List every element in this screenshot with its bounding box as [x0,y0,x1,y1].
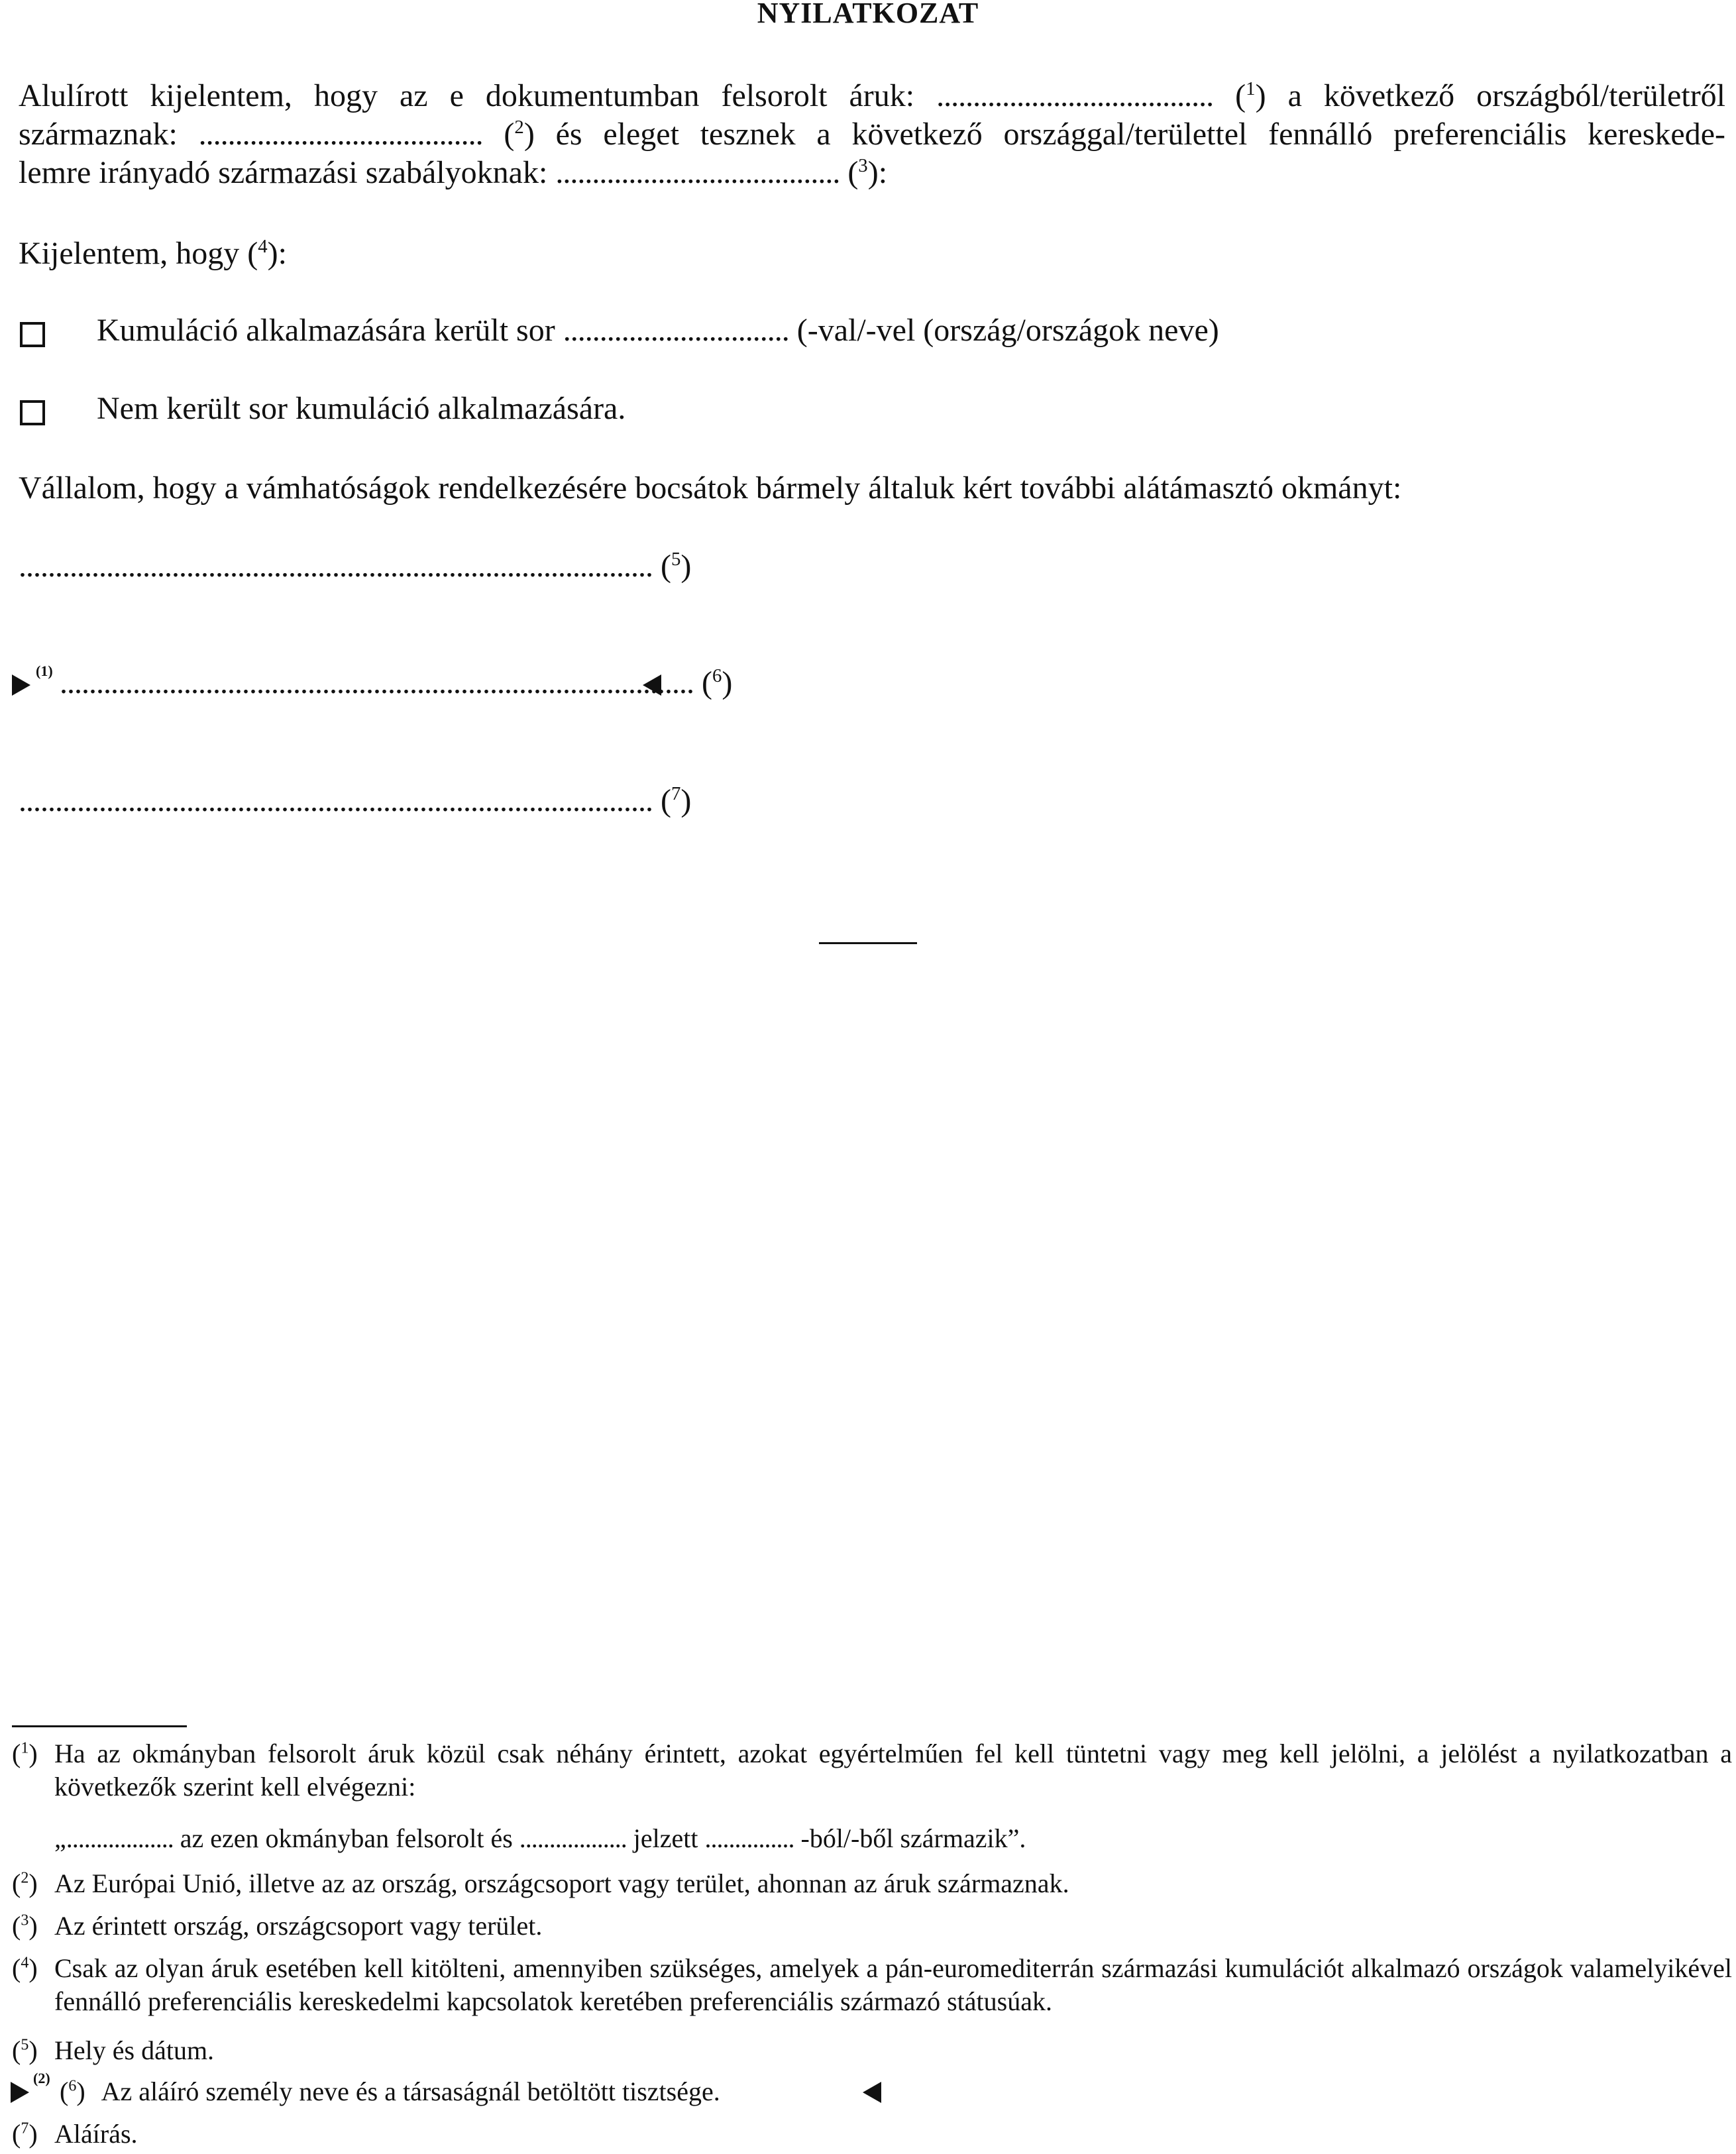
footnote-number: 5 [21,2036,29,2054]
footnote-number: 4 [21,1954,29,1972]
amendment-start-arrow-icon [11,2082,29,2103]
footnote-1: ($^1$) Ha az okmányban felsorolt áruk közül csak néhány érintett, azokat egyértelműen fel kell tüntetni vagy meg kell jelölni, a jelölést a nyilatkozatban a következők szerint kell elvégezni: [12,1737,1732,1804]
footnote-ref: 5 [671,549,681,570]
kijelentem-end: ): [267,236,287,271]
footnote-text: Hely és dátum. [54,2035,215,2065]
amendment-marker: (1) [36,663,53,679]
footnote-text: Az érintett ország, országcsoport vagy terület. [54,1911,543,1941]
template-text: -ból/-ből származik”. [800,1823,1026,1853]
amendment-end-arrow-icon [863,2082,881,2103]
footnote-3: ($^3$) Az érintett ország, országcsoport vagy terület. [12,1910,1732,1943]
option-cumulation-applied [97,311,1219,349]
option-no-cumulation [97,390,625,427]
kijelentem-line [19,235,287,272]
footnote-text: Csak az olyan áruk esetében kell kitölteni, amennyiben szükséges, amelyek a pán-euromediterrán származási kumulációt alkalmazó országok valamelyikével fennálló preferenciális kereskedelmi kapcsolatok keretében preferenciális származó státusúak. [54,1953,1732,2016]
template-text: az ezen okmányban felsorolt és [180,1823,513,1853]
footnote-ref: 6 [712,665,722,686]
footnote-text: Aláírás. [54,2119,138,2149]
footnote-ref: 3 [858,155,868,176]
footnote-ref: 1 [1246,78,1256,99]
declaration-line-1: Alulírott kijelentem, hogy az e dokumentumban felsorolt áruk: ...................................... ($^1$) a következő országból/területről [19,78,1726,113]
signature-field: ....................................................................................... ($^7$) [19,783,692,818]
footnote-text: Az aláíró személy neve és a társaságnál betöltött tisztsége. [101,2076,720,2106]
amendment-end-arrow-icon [643,674,661,696]
footnote-number: 7 [21,2120,29,2137]
footnote-6: ($^6$) Az aláíró személy neve és a társaságnál betöltött tisztsége. [60,2076,720,2106]
fill-in-dots: ....................................... [198,117,483,152]
fill-in-dots: ....................................... [555,155,840,190]
fill-in-dots: .................. [519,1823,627,1853]
fill-in-dots: .................. [66,1823,174,1853]
template-text: jelzett [633,1823,698,1853]
place-date-field: ....................................................................................... ($^5$) [19,549,692,584]
fill-in-dots: ...................................... [936,78,1214,113]
declaration-line-3: lemre irányadó származási szabályoknak: ....................................... ($^3$): [19,155,888,190]
option-label: Nem került sor kumuláció alkalmazására. [97,391,626,426]
footnote-ref: 7 [671,783,681,804]
footnote-text: Az Európai Unió, illetve az az ország, országcsoport vagy terület, ahonnan az áruk származnak. [54,1868,1069,1898]
kijelentem-text: Kijelentem, hogy ( [19,236,258,271]
declaration-text: származnak: [19,117,178,152]
option-label: Kumuláció alkalmazására került sor [97,313,555,348]
footnote-4: ($^4$) Csak az olyan áruk esetében kell kitölteni, amennyiben szükséges, amelyek a pán-euromediterrán származási kumulációt alkalmazó országok valamelyikével fennálló preferenciális kereskedelmi kapcsolatok keretében preferenciális származó státusúak. [12,1952,1732,2018]
declaration-text: lemre irányadó származási szabályoknak: [19,155,548,190]
cumulation-applied-checkbox[interactable] [20,322,45,347]
footnote-text: Ha az okmányban felsorolt áruk közül csak néhány érintett, azokat egyértelműen fel kell tüntetni vagy meg kell jelölni, a jelölést a nyilatkozatban a következők szerint kell elvégezni: [54,1739,1732,1802]
signatory-name-field: ....................................................................................... ($^6$) [60,665,733,700]
declaration-text: a következő országból/területről [1287,78,1726,113]
footnote-number: 6 [68,2077,77,2095]
footnote-number: 3 [21,1912,29,1929]
declaration-text: Alulírott kijelentem, hogy az e dokumentumban felsorolt áruk: [19,78,915,113]
declaration-line-2: származnak: ....................................... ($^2$) és eleget tesznek a következő országgal/területtel fennálló preferenciális kereskede- [19,117,1725,152]
fill-in-dots: ....................................................................................... [60,665,694,700]
footnote-2: ($^2$) Az Európai Unió, illetve az az ország, országcsoport vagy terület, ahonnan az áruk származnak. [12,1867,1732,1900]
fill-in-dots: ............... [704,1823,794,1853]
fill-in-dots: ....................................................................................... [19,783,653,818]
fill-in-dots: ....................................................................................... [19,549,653,584]
amendment-start-arrow-icon [12,674,30,696]
fill-in-dots: ............................... [563,313,789,348]
declaration-text: és eleget tesznek a következő országgal/területtel fennálló preferenciális kereskede- [555,117,1725,152]
footnote-7: ($^7$) Aláírás. [12,2118,1732,2151]
footnote-ref: 4 [258,236,268,257]
option-suffix: (-val/-vel (ország/országok neve) [796,313,1219,348]
footnote-ref: 2 [514,117,524,138]
declaration-text: ): [867,155,888,190]
footnote-5: ($^5$) Hely és dátum. [12,2034,1732,2067]
quote-mark: „ [54,1823,66,1853]
section-divider [819,942,917,944]
amendment-marker: (2) [33,2070,50,2086]
no-cumulation-checkbox[interactable] [20,400,45,425]
footnote-number: 1 [21,1739,29,1757]
commitment-text: Vállalom, hogy a vámhatóságok rendelkezésére bocsátok bármely általuk kért további alátámasztó okmányt: [19,470,1402,506]
footnote-separator [12,1725,187,1727]
footnote-1-template [54,1822,1026,1855]
document-title: NYILATKOZAT [757,0,979,29]
footnote-number: 2 [21,1869,29,1887]
